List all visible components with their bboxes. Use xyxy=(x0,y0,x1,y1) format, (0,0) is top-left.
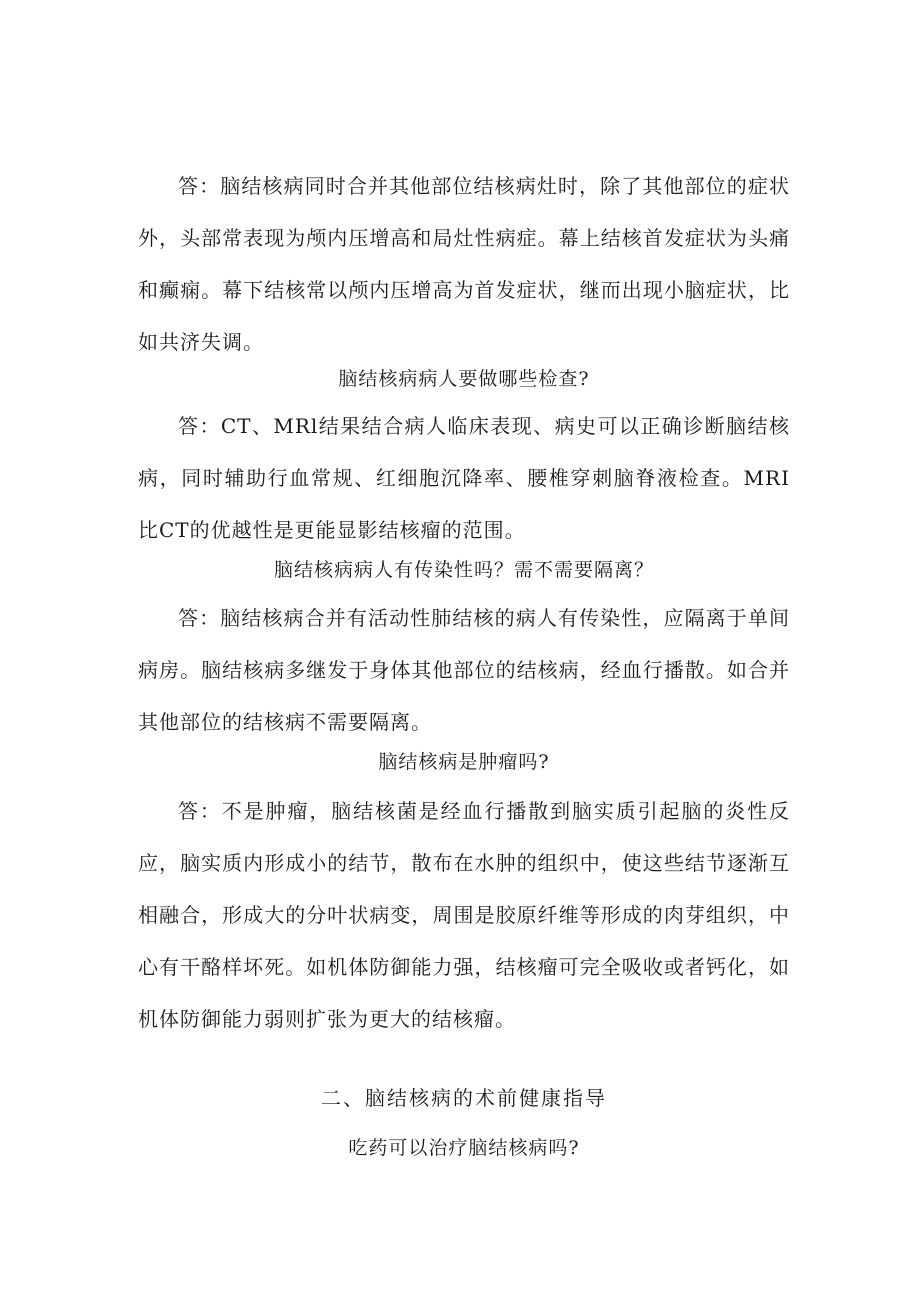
question-heading-contagious: 脑结核病病人有传染性吗？需不需要隔离？ xyxy=(273,559,654,581)
answer-paragraph-symptoms: 答：脑结核病同时合并其他部位结核病灶时，除了其他部位的症状外，头部常表现为颅内压增高和局灶性病症。幕上结核首发症状为头痛和癫痫。幕下结核常以颅内压增高为首发症状，继而出现小脑症状，比如共济失调。 xyxy=(138,174,790,354)
question-heading-examinations: 脑结核病病人要做哪些检查? xyxy=(338,368,590,390)
answer-paragraph-examinations: 答：CT、MRl结果结合病人临床表现、病史可以正确诊断脑结核病，同时辅助行血常规、红细胞沉降率、腰椎穿刺脑脊液检查。MRI比CT的优越性是更能显影结核瘤的范围。 xyxy=(138,414,790,542)
answer-paragraph-tumor: 答：不是肿瘤，脑结核菌是经血行播散到脑实质引起脑的炎性反应，脑实质内形成小的结节，散布在水肿的组织中，使这些结节逐渐互相融合，形成大的分叶状病变，周围是胶原纤维等形成的肉芽组织，中心有干酪样坏死。如机体防御能力强，结核瘤可完全吸收或者钙化，如机体防御能力弱则扩张为更大的结核瘤。 xyxy=(138,799,790,1031)
answer-paragraph-contagious: 答：脑结核病合并有活动性肺结核的病人有传染性，应隔离于单间病房。脑结核病多继发于身体其他部位的结核病，经血行播散。如合并其他部位的结核病不需要隔离。 xyxy=(138,606,790,734)
question-heading-tumor: 脑结核病是肿瘤吗? xyxy=(378,751,550,773)
question-heading-medication: 吃药可以治疗脑结核病吗? xyxy=(348,1137,580,1159)
section-heading-preoperative-guidance: 二、脑结核病的术前健康指导 xyxy=(321,1086,607,1110)
